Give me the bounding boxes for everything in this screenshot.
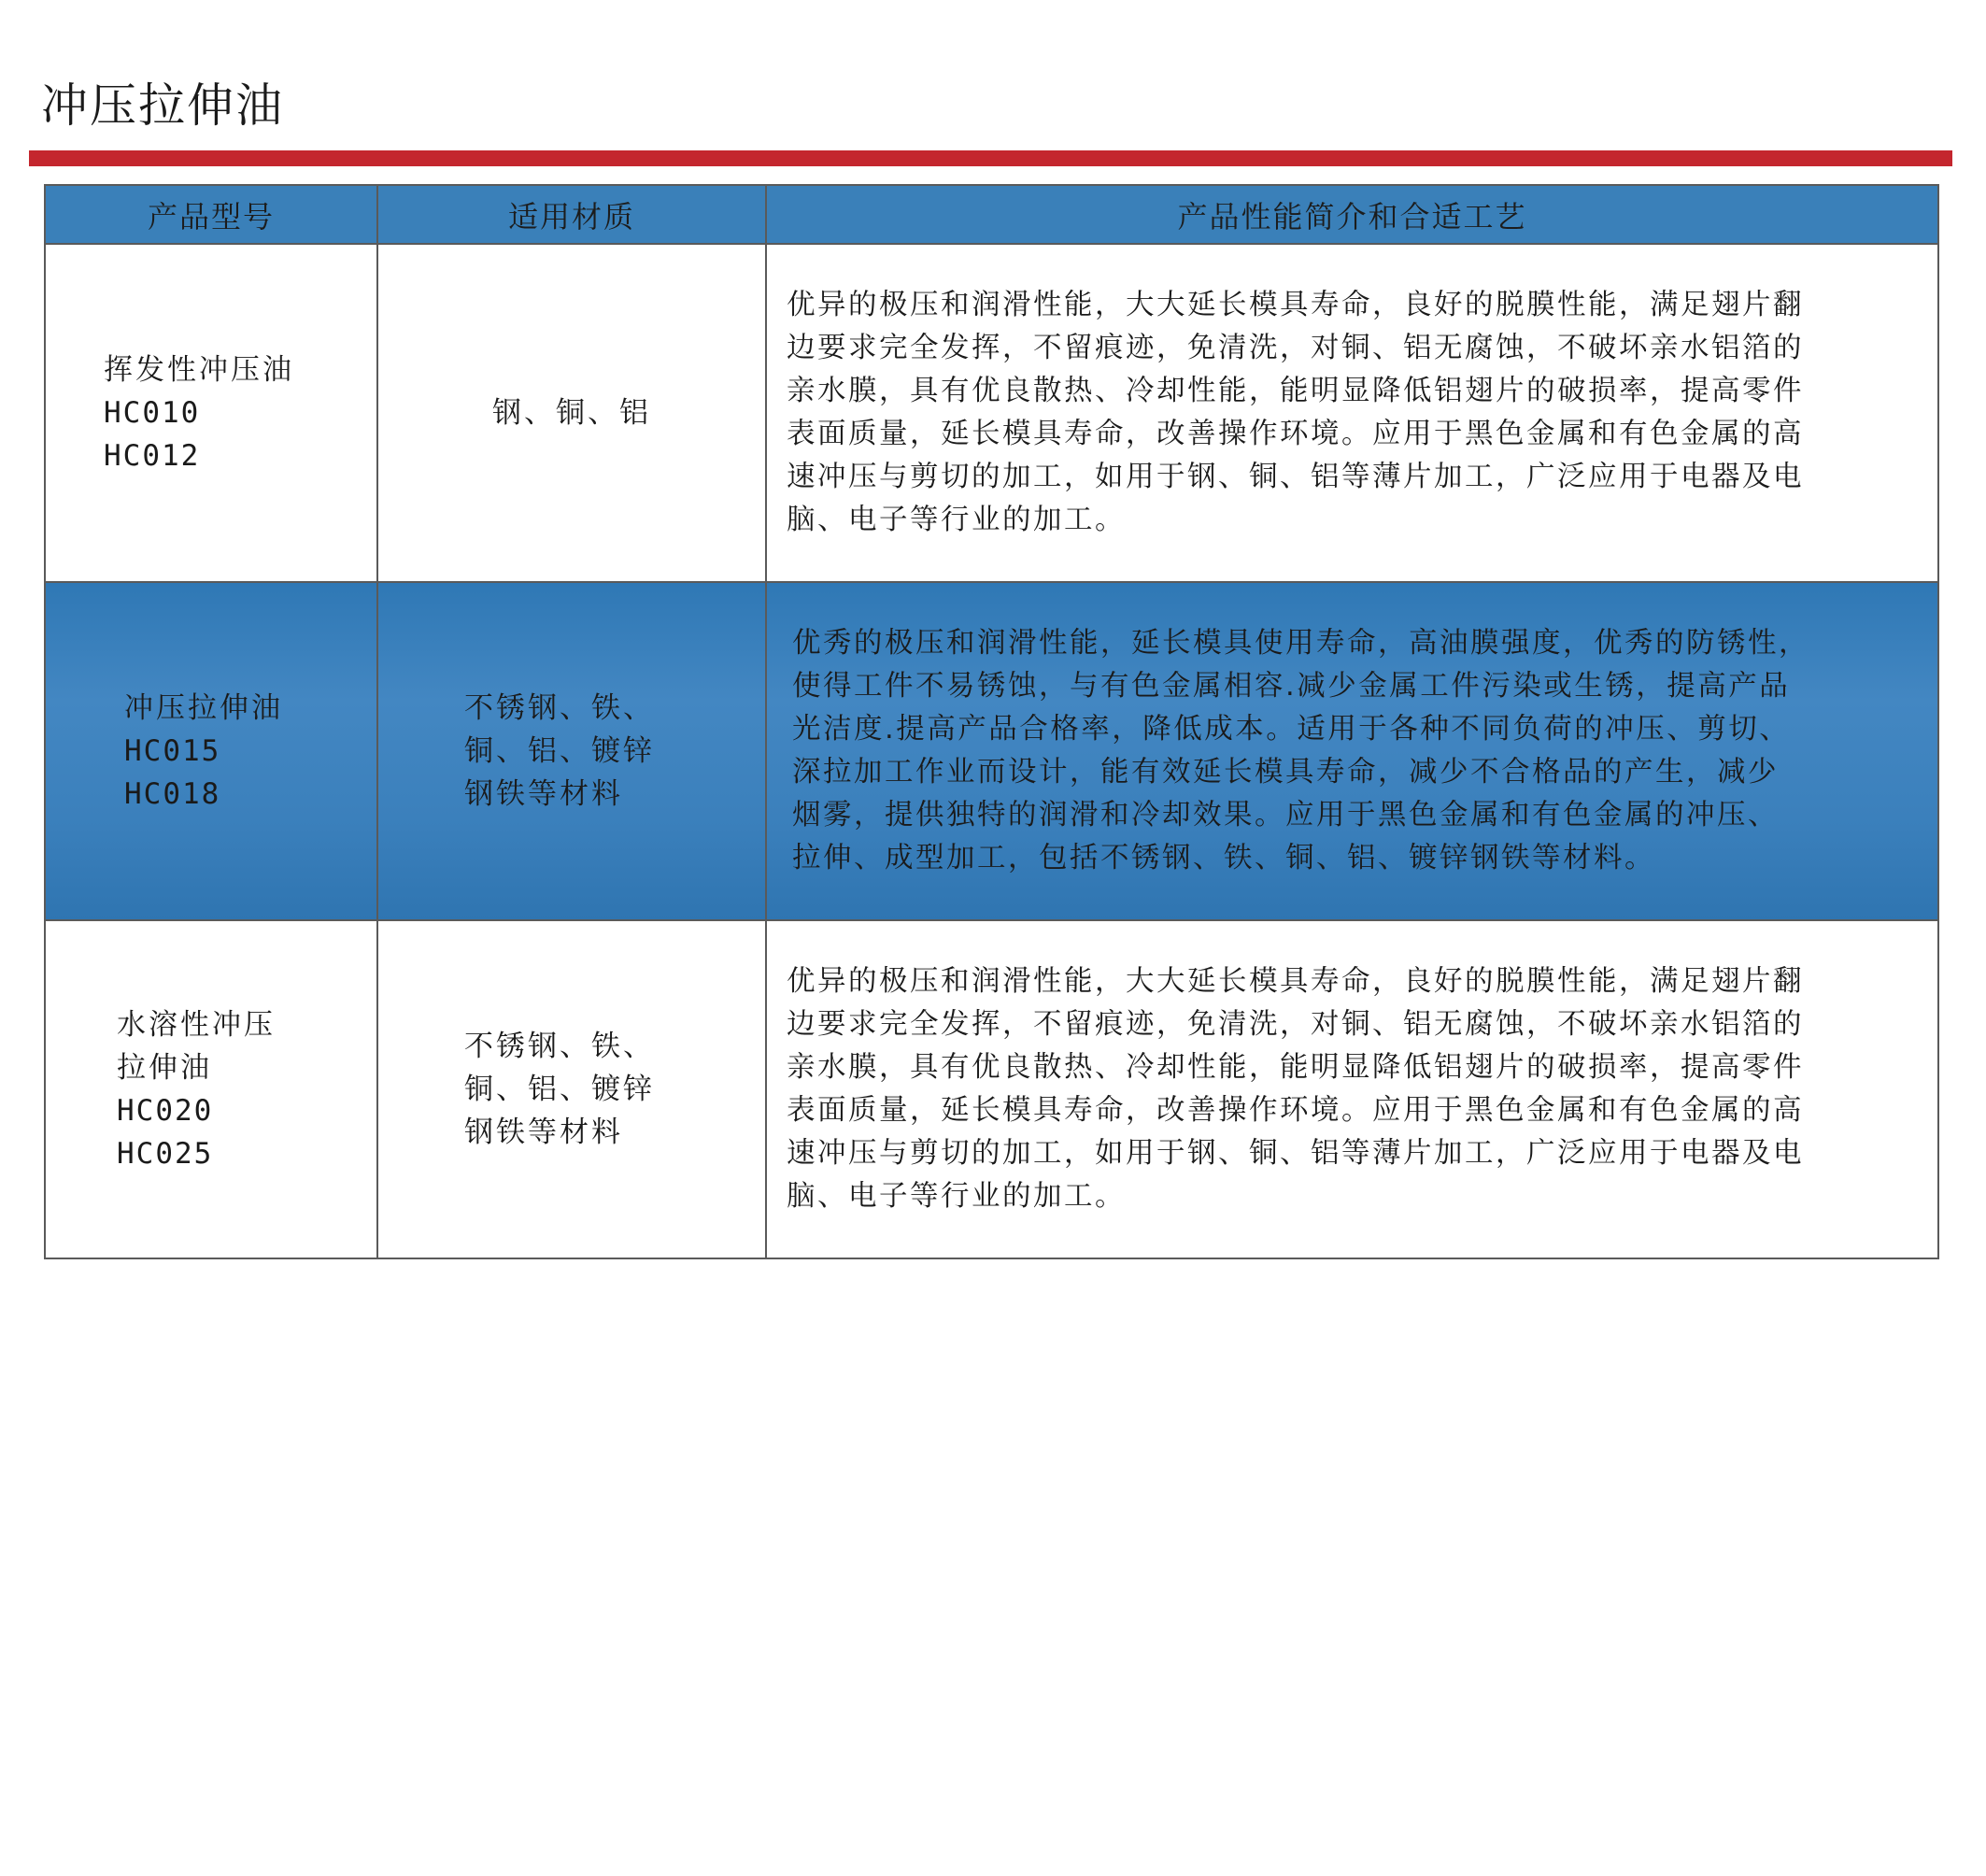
table-row [45,244,1938,582]
description-line: 亲水膜，具有优良散热、冷却性能，能明显降低铝翅片的破损率，提高零件 [787,1051,1804,1084]
product-name: 冲压拉伸油 [124,691,283,725]
page-title: 冲压拉伸油 [41,78,284,133]
product-code: HC010 [104,396,201,430]
table-header-row [45,185,1938,244]
model-cell [45,244,377,582]
model-cell [45,920,377,1258]
product-code: HC025 [117,1137,214,1171]
description-line: 使得工件不易锈蚀，与有色金属相容.减少金属工件污染或生锈，提高产品 [792,670,1791,703]
description-line: 烟雾，提供独特的润滑和冷却效果。应用于黑色金属和有色金属的冲压、 [792,799,1779,831]
product-table [44,184,1939,1259]
material-text: 铜、铝、镀锌 [464,1073,655,1106]
description-cell [766,244,1938,582]
description-cell [766,920,1938,1258]
description-line: 速冲压与剪切的加工，如用于钢、铜、铝等薄片加工，广泛应用于电器及电 [787,461,1804,493]
description-line: 优异的极压和润滑性能，大大延长模具寿命，良好的脱膜性能，满足翅片翻 [787,289,1804,321]
title-divider [29,150,1952,166]
material-cell [377,582,766,920]
table-row [45,582,1938,920]
product-code: HC012 [104,439,201,473]
description-line: 表面质量，延长模具寿命，改善操作环境。应用于黑色金属和有色金属的高 [787,1094,1804,1127]
column-header-material: 适用材质 [377,185,766,244]
description-line: 脑、电子等行业的加工。 [787,1180,1126,1213]
description-line: 边要求完全发挥，不留痕迹，免清洗，对铜、铝无腐蚀，不破坏亲水铝箔的 [787,332,1804,364]
description-line: 深拉加工作业而设计，能有效延长模具寿命，减少不合格品的产生，减少 [792,756,1779,789]
material-text: 钢、铜、铝 [492,396,651,430]
product-name: 拉伸油 [117,1051,212,1085]
material-cell [377,920,766,1258]
product-name: 挥发性冲压油 [104,353,294,387]
material-text: 不锈钢、铁、 [464,1030,655,1063]
product-code: HC015 [124,734,221,768]
description-line: 光洁度.提高产品合格率，降低成本。适用于各种不同负荷的冲压、剪切、 [792,713,1791,746]
material-cell [377,244,766,582]
description-line: 拉伸、成型加工，包括不锈钢、铁、铜、铝、镀锌钢铁等材料。 [792,842,1655,874]
material-text: 钢铁等材料 [464,777,623,811]
table-row [45,920,1938,1258]
material-text: 钢铁等材料 [464,1116,623,1149]
column-header-model: 产品型号 [45,185,377,244]
description-line: 速冲压与剪切的加工，如用于钢、铜、铝等薄片加工，广泛应用于电器及电 [787,1137,1804,1170]
description-line: 优异的极压和润滑性能，大大延长模具寿命，良好的脱膜性能，满足翅片翻 [787,965,1804,998]
product-name: 水溶性冲压 [117,1008,276,1042]
model-cell [45,582,377,920]
description-line: 亲水膜，具有优良散热、冷却性能，能明显降低铝翅片的破损率，提高零件 [787,375,1804,407]
material-text: 铜、铝、镀锌 [464,734,655,768]
product-code: HC018 [124,777,221,811]
material-text: 不锈钢、铁、 [464,691,655,725]
description-line: 边要求完全发挥，不留痕迹，免清洗，对铜、铝无腐蚀，不破坏亲水铝箔的 [787,1008,1804,1041]
column-header-description: 产品性能简介和合适工艺 [766,185,1938,244]
description-line: 优秀的极压和润滑性能，延长模具使用寿命，高油膜强度，优秀的防锈性， [792,627,1809,660]
description-line: 脑、电子等行业的加工。 [787,504,1126,536]
description-cell [766,582,1938,920]
description-line: 表面质量，延长模具寿命，改善操作环境。应用于黑色金属和有色金属的高 [787,418,1804,450]
product-code: HC020 [117,1094,214,1128]
